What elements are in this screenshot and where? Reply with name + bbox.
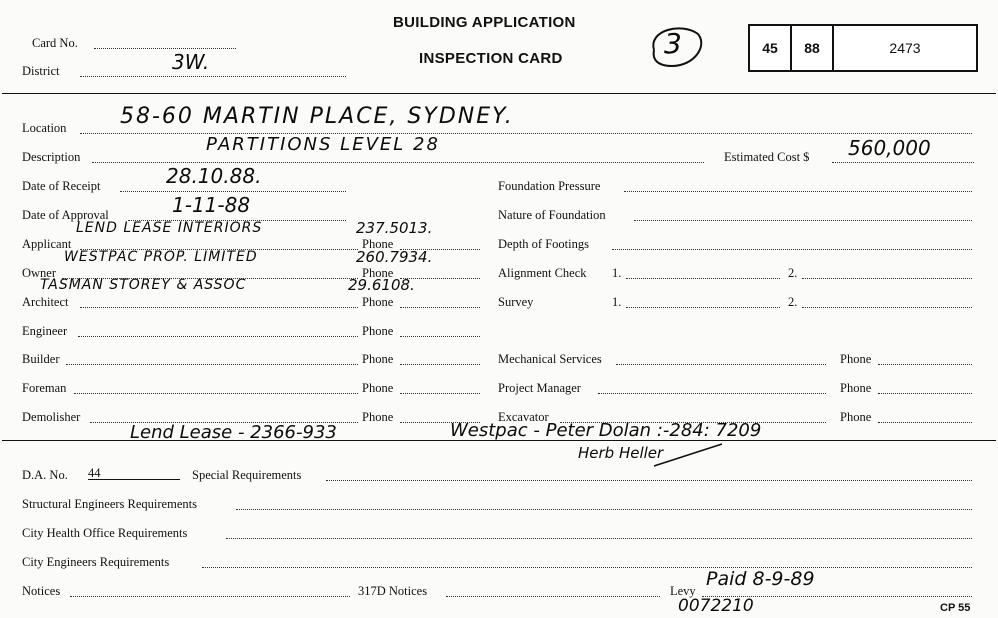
owner-phone-label: Phone xyxy=(362,266,394,280)
engineers-req-label: City Engineers Requirements xyxy=(22,555,170,569)
health-req-label: City Health Office Requirements xyxy=(22,526,188,540)
applicant-phone-value: 237.5013. xyxy=(356,219,433,237)
project-manager-phone-label: Phone xyxy=(840,381,872,395)
alignment-num-2: 2. xyxy=(788,266,798,280)
da-no-label: D.A. No. xyxy=(22,468,68,482)
da-no-underline xyxy=(88,479,180,480)
depth-footings-label: Depth of Footings xyxy=(498,237,589,251)
applicant-label: Applicant xyxy=(22,237,72,251)
builder-line xyxy=(66,364,358,365)
excavator-phone-label: Phone xyxy=(840,410,872,424)
date-approval-label: Date of Approval xyxy=(22,208,109,222)
demolisher-label: Demolisher xyxy=(22,410,81,424)
engineer-phone-label: Phone xyxy=(362,324,394,338)
depth-footings-line xyxy=(612,249,972,250)
location-value: 58-60 MARTIN PLACE, SYDNEY. xyxy=(120,104,514,129)
estimated-cost-label: Estimated Cost $ xyxy=(724,150,810,164)
header-divider xyxy=(2,93,996,94)
note-arrow-icon xyxy=(650,438,730,472)
architect-phone-value: 29.6108. xyxy=(348,276,415,294)
survey-num-1: 1. xyxy=(612,295,622,309)
date-receipt-label: Date of Receipt xyxy=(22,179,101,193)
mechanical-phone-label: Phone xyxy=(840,352,872,366)
card-title-line1: BUILDING APPLICATION xyxy=(393,14,576,31)
notices-317d-line xyxy=(446,596,660,597)
excavator-label: Excavator xyxy=(498,410,549,424)
owner-label: Owner xyxy=(22,266,57,280)
nature-foundation-label: Nature of Foundation xyxy=(498,208,606,222)
nature-foundation-line xyxy=(634,220,972,221)
alignment-line-1 xyxy=(626,278,780,279)
levy-label: Levy xyxy=(670,584,696,598)
district-label: District xyxy=(22,64,60,78)
project-manager-label: Project Manager xyxy=(498,381,581,395)
survey-line-2 xyxy=(802,307,972,308)
alignment-check-label: Alignment Check xyxy=(498,266,587,280)
note-lend-lease: Lend Lease - 2366-933 xyxy=(130,422,337,443)
architect-label: Architect xyxy=(22,295,69,309)
survey-label: Survey xyxy=(498,295,534,309)
da-no-value: 44 xyxy=(88,466,101,480)
circled-mark-digit: 3 xyxy=(664,27,682,60)
mechanical-line xyxy=(616,364,826,365)
description-value: PARTITIONS LEVEL 28 xyxy=(206,134,440,155)
special-req-line xyxy=(326,480,972,481)
date-approval-value: 1-11-88 xyxy=(172,193,251,217)
note-herb: Herb Heller xyxy=(578,444,664,462)
engineer-line xyxy=(78,336,358,337)
survey-num-2: 2. xyxy=(788,295,798,309)
structural-req-line xyxy=(236,509,972,510)
structural-req-label: Structural Engineers Requirements xyxy=(22,497,197,511)
notices-line xyxy=(70,596,350,597)
alignment-num-1: 1. xyxy=(612,266,622,280)
card-number-box xyxy=(748,24,978,72)
location-label: Location xyxy=(22,121,67,135)
excavator-phone-line xyxy=(878,422,972,423)
section-divider xyxy=(2,440,996,441)
card-title-line2: INSPECTION CARD xyxy=(419,50,563,67)
foreman-line xyxy=(74,393,358,394)
survey-line-1 xyxy=(626,307,780,308)
foreman-label: Foreman xyxy=(22,381,67,395)
card-no-label: Card No. xyxy=(32,36,78,50)
engineers-req-line xyxy=(202,567,972,568)
demolisher-phone-label: Phone xyxy=(362,410,394,424)
applicant-phone-label: Phone xyxy=(362,237,394,251)
engineer-label: Engineer xyxy=(22,324,68,338)
notices-label: Notices xyxy=(22,584,61,598)
foundation-pressure-line xyxy=(624,191,972,192)
architect-line xyxy=(80,307,358,308)
foreman-phone-line xyxy=(400,393,480,394)
date-receipt-line xyxy=(120,191,346,192)
engineer-phone-line xyxy=(400,336,480,337)
description-label: Description xyxy=(22,150,81,164)
mechanical-phone-line xyxy=(878,364,972,365)
circled-mark xyxy=(642,20,708,74)
receipt-number: 0072210 xyxy=(678,596,754,616)
levy-value: Paid 8-9-89 xyxy=(706,568,815,590)
project-manager-line xyxy=(598,393,826,394)
health-req-line xyxy=(226,538,972,539)
note-westpac: Westpac - Peter Dolan :-284: 7209 xyxy=(450,420,762,441)
builder-phone-label: Phone xyxy=(362,352,394,366)
architect-phone-line xyxy=(400,307,480,308)
applicant-value: LEND LEASE INTERIORS xyxy=(76,220,263,236)
estimated-cost-line xyxy=(832,162,974,163)
estimated-cost-value: 560,000 xyxy=(848,136,931,160)
builder-label: Builder xyxy=(22,352,60,366)
box-cell-year-b: 88 xyxy=(792,26,834,70)
builder-phone-line xyxy=(400,364,480,365)
box-cell-year-a: 45 xyxy=(750,26,792,70)
project-manager-phone-line xyxy=(878,393,972,394)
description-line xyxy=(92,162,704,163)
foundation-pressure-label: Foundation Pressure xyxy=(498,179,601,193)
architect-value: TASMAN STOREY & ASSOC xyxy=(40,277,247,293)
foreman-phone-label: Phone xyxy=(362,381,394,395)
district-value: 3W. xyxy=(172,50,210,74)
form-code: CP 55 xyxy=(940,602,971,614)
box-cell-card-number: 2473 xyxy=(889,40,921,56)
architect-phone-label: Phone xyxy=(362,295,394,309)
owner-value: WESTPAC PROP. LIMITED xyxy=(64,249,258,265)
mechanical-label: Mechanical Services xyxy=(498,352,602,366)
special-req-label: Special Requirements xyxy=(192,468,302,482)
notices-317d-label: 317D Notices xyxy=(358,584,428,598)
district-line xyxy=(80,76,346,77)
date-receipt-value: 28.10.88. xyxy=(166,164,262,188)
alignment-line-2 xyxy=(802,278,972,279)
owner-phone-value: 260.7934. xyxy=(356,248,433,266)
card-no-line xyxy=(94,48,236,49)
